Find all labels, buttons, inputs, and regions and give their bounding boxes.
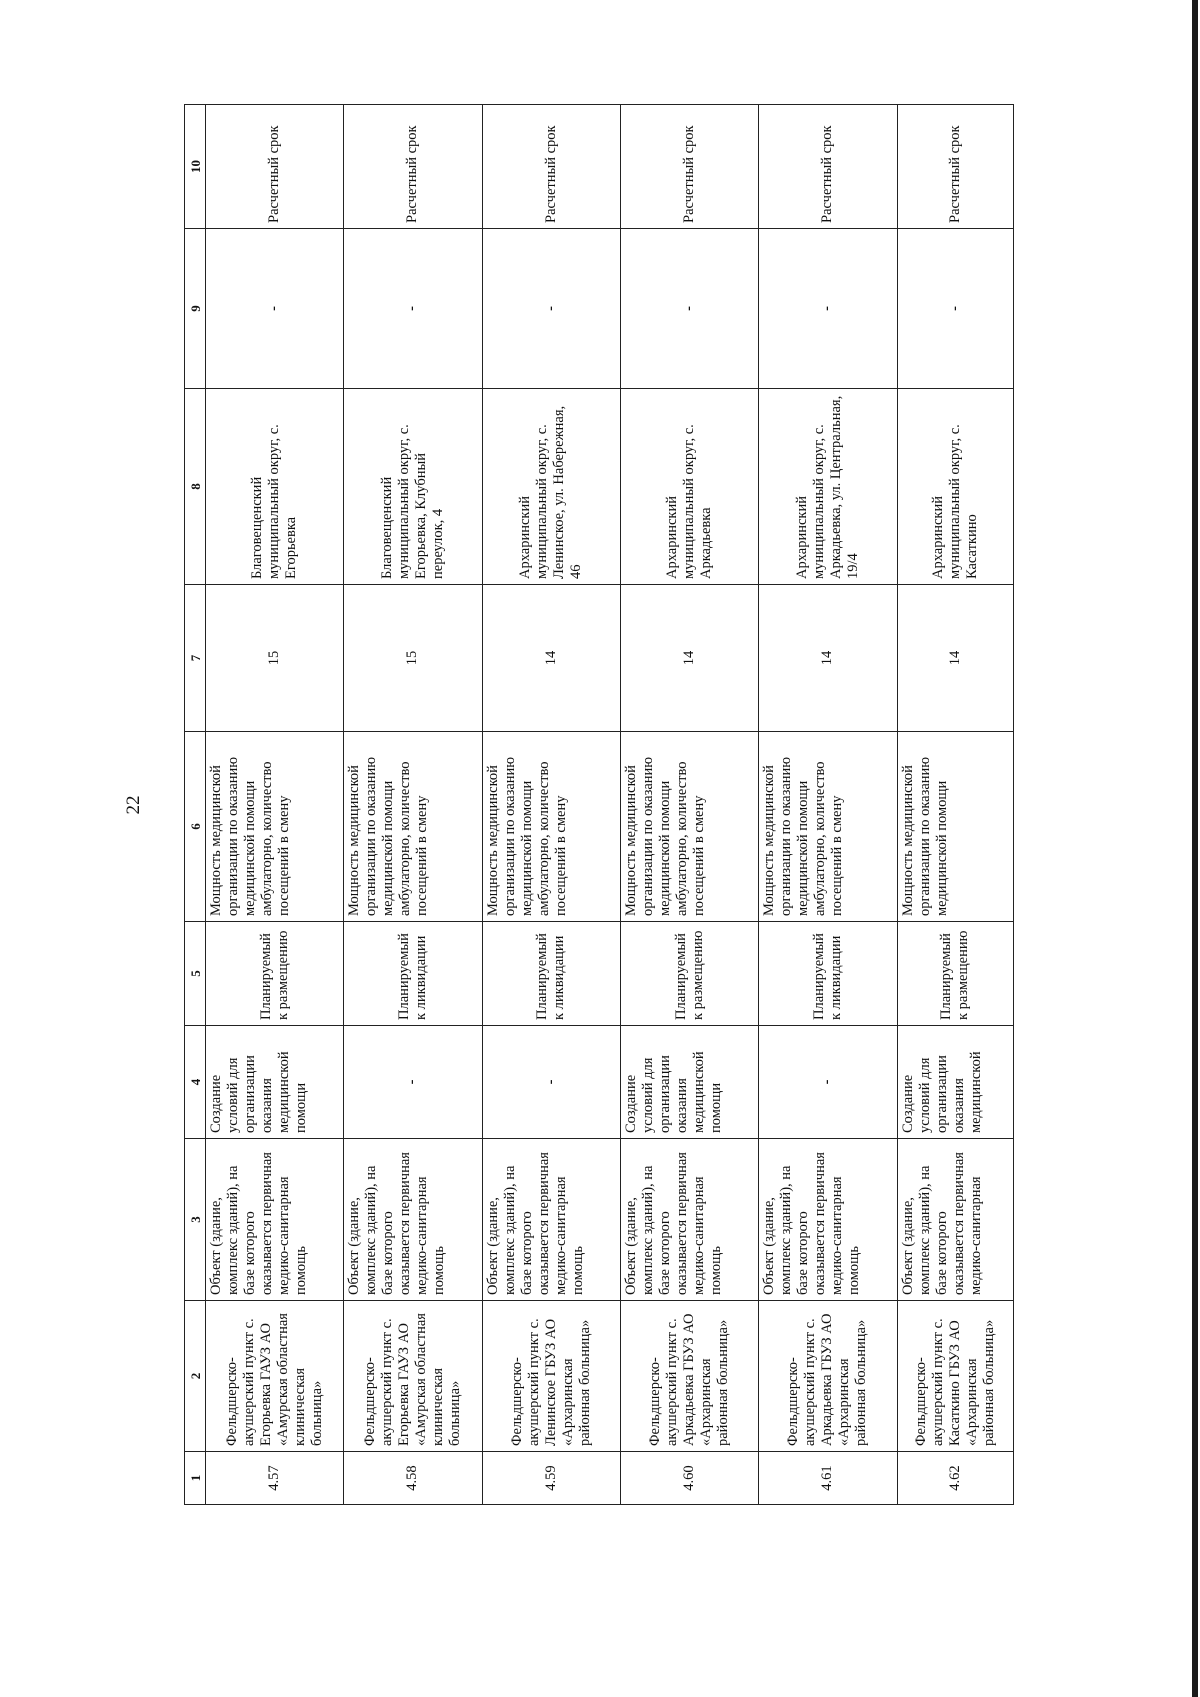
implementation-term-cell: Расчетный срок: [620, 105, 758, 229]
object-status-cell: Планируемый к размещению: [620, 922, 758, 1026]
column-header-2: 2: [185, 1301, 206, 1452]
implementation-term-cell: Расчетный срок: [344, 105, 482, 229]
row-number-cell: 4.60: [620, 1452, 758, 1505]
row-number-cell: 4.57: [206, 1452, 344, 1505]
capacity-value-cell: 14: [897, 585, 1013, 732]
scan-edge-line: [1192, 0, 1198, 1697]
capacity-value-cell: 15: [206, 585, 344, 732]
capacity-description-cell: Мощность медицинской организации по оказанию медицинской помощи амбулаторно, количество посещений в смену: [482, 732, 620, 922]
location-cell: Архаринский муниципальный округ, с. Ленинское, ул. Набережная, 46: [482, 389, 620, 585]
implementation-term-cell: Расчетный срок: [206, 105, 344, 229]
facility-name-cell: Фельдшерско-акушерский пункт с. Егорьевка ГАУЗ АО «Амурская областная клиническая больница»: [344, 1301, 482, 1452]
header-row: [185, 105, 206, 1505]
row-number-cell: 4.58: [344, 1452, 482, 1505]
object-function-cell: -: [759, 1026, 897, 1139]
capacity-description-cell: Мощность медицинской организации по оказанию медицинской помощи амбулаторно, количество посещений в смену: [344, 732, 482, 922]
object-status-cell: Планируемый к размещению: [206, 922, 344, 1026]
zone-value-cell: -: [620, 229, 758, 389]
page-number: 22: [123, 795, 144, 815]
capacity-value-cell: 14: [482, 585, 620, 732]
column-header-5: 5: [185, 922, 206, 1026]
capacity-description-cell: Мощность медицинской организации по оказанию медицинской помощи: [897, 732, 1013, 922]
object-type-cell: Объект (здание, комплекс зданий), на базе которого оказывается первичная медико-санитарная помощь: [620, 1139, 758, 1301]
object-type-cell: Объект (здание, комплекс зданий), на базе которого оказывается первичная медико-санитарная помощь: [482, 1139, 620, 1301]
table-row: [344, 105, 482, 1505]
location-cell: Благовещенский муниципальный округ, с. Егорьевка: [206, 389, 344, 585]
location-cell: Архаринский муниципальный округ, с. Касаткино: [897, 389, 1013, 585]
object-function-cell: -: [344, 1026, 482, 1139]
facility-name-cell: Фельдшерско-акушерский пункт с. Ленинское ГБУЗ АО «Архаринская районная больница»: [482, 1301, 620, 1452]
object-status-cell: Планируемый к размещению: [897, 922, 1013, 1026]
zone-value-cell: -: [897, 229, 1013, 389]
facility-name-cell: Фельдшерско-акушерский пункт с. Касаткино ГБУЗ АО «Архаринская районная больница»: [897, 1301, 1013, 1452]
table-row: [759, 105, 897, 1505]
object-type-cell: Объект (здание, комплекс зданий), на базе которого оказывается первичная медико-санитарная: [897, 1139, 1013, 1301]
capacity-value-cell: 14: [759, 585, 897, 732]
object-type-cell: Объект (здание, комплекс зданий), на базе которого оказывается первичная медико-санитарная помощь: [344, 1139, 482, 1301]
objects-table: [184, 104, 1014, 1505]
column-header-6: 6: [185, 732, 206, 922]
zone-value-cell: -: [206, 229, 344, 389]
row-number-cell: 4.61: [759, 1452, 897, 1505]
implementation-term-cell: Расчетный срок: [482, 105, 620, 229]
zone-value-cell: -: [759, 229, 897, 389]
column-header-4: 4: [185, 1026, 206, 1139]
table-row: [482, 105, 620, 1505]
objects-table-wrapper: [184, 105, 1014, 1505]
column-header-1: 1: [185, 1452, 206, 1505]
object-status-cell: Планируемый к ликвидации: [344, 922, 482, 1026]
capacity-value-cell: 15: [344, 585, 482, 732]
location-cell: Архаринский муниципальный округ, с. Аркадьевка, ул. Центральная, 19/4: [759, 389, 897, 585]
location-cell: Благовещенский муниципальный округ, с. Егорьевка, Клубный переулок, 4: [344, 389, 482, 585]
object-function-cell: Создание условий для организации оказания медицинской помощи: [206, 1026, 344, 1139]
object-function-cell: Создание условий для организации оказания медицинской помощи: [620, 1026, 758, 1139]
zone-value-cell: -: [482, 229, 620, 389]
column-header-7: 7: [185, 585, 206, 732]
capacity-description-cell: Мощность медицинской организации по оказанию медицинской помощи амбулаторно, количество посещений в смену: [759, 732, 897, 922]
capacity-description-cell: Мощность медицинской организации по оказанию медицинской помощи амбулаторно, количество посещений в смену: [206, 732, 344, 922]
implementation-term-cell: Расчетный срок: [759, 105, 897, 229]
implementation-term-cell: Расчетный срок: [897, 105, 1013, 229]
facility-name-cell: Фельдшерско-акушерский пункт с. Аркадьевка ГБУЗ АО «Архаринская районная больница»: [759, 1301, 897, 1452]
table-body: [206, 105, 1014, 1505]
location-cell: Архаринский муниципальный округ, с. Аркадьевка: [620, 389, 758, 585]
facility-name-cell: Фельдшерско-акушерский пункт с. Егорьевка ГАУЗ АО «Амурская областная клиническая больница»: [206, 1301, 344, 1452]
object-type-cell: Объект (здание, комплекс зданий), на базе которого оказывается первичная медико-санитарная помощь: [206, 1139, 344, 1301]
column-header-3: 3: [185, 1139, 206, 1301]
capacity-value-cell: 14: [620, 585, 758, 732]
column-header-9: 9: [185, 229, 206, 389]
capacity-description-cell: Мощность медицинской организации по оказанию медицинской помощи амбулаторно, количество посещений в смену: [620, 732, 758, 922]
table-row: [206, 105, 344, 1505]
row-number-cell: 4.62: [897, 1452, 1013, 1505]
column-header-10: 10: [185, 105, 206, 229]
row-number-cell: 4.59: [482, 1452, 620, 1505]
object-status-cell: Планируемый к ликвидации: [759, 922, 897, 1026]
object-function-cell: -: [482, 1026, 620, 1139]
table-row: [620, 105, 758, 1505]
object-type-cell: Объект (здание, комплекс зданий), на базе которого оказывается первичная медико-санитарная помощь: [759, 1139, 897, 1301]
facility-name-cell: Фельдшерско-акушерский пункт с. Аркадьевка ГБУЗ АО «Архаринская районная больница»: [620, 1301, 758, 1452]
table-row: [897, 105, 1013, 1505]
object-function-cell: Создание условий для организации оказания медицинской: [897, 1026, 1013, 1139]
zone-value-cell: -: [344, 229, 482, 389]
object-status-cell: Планируемый к ликвидации: [482, 922, 620, 1026]
column-header-8: 8: [185, 389, 206, 585]
